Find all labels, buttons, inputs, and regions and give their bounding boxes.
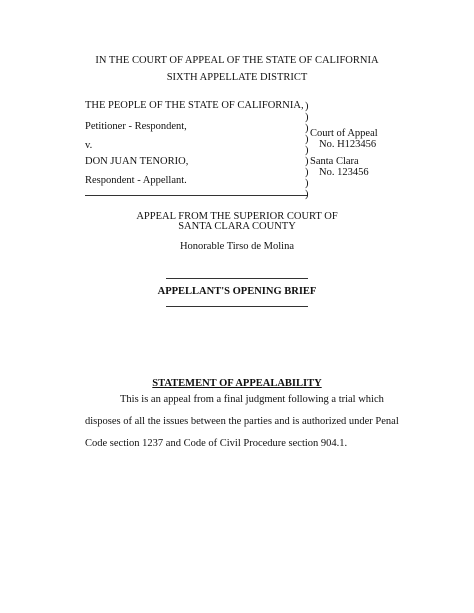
caption-bracket: ): [305, 189, 309, 200]
title-top-rule: [166, 278, 308, 279]
plaintiff-name: THE PEOPLE OF THE STATE OF CALIFORNIA,: [85, 100, 304, 111]
defendant-role: Respondent - Appellant.: [85, 175, 187, 186]
district-name: SIXTH APPELLATE DISTRICT: [166, 72, 308, 83]
caption-bracket: ): [305, 145, 309, 156]
statement-line: Code section 1237 and Code of Civil Procedure section 904.1.: [85, 438, 348, 449]
brief-title: APPELLANT'S OPENING BRIEF: [157, 286, 317, 297]
court-name: IN THE COURT OF APPEAL OF THE STATE OF CALIFORNIA: [95, 55, 379, 66]
title-bottom-rule: [166, 306, 308, 307]
caption-bracket: ): [305, 178, 309, 189]
versus-label: v.: [85, 140, 93, 151]
judge-name: Honorable Tirso de Molina: [179, 241, 295, 252]
caption-bottom-rule: [85, 195, 307, 196]
appeal-court-number: No. H123456: [319, 139, 377, 150]
caption-bracket: ): [305, 156, 309, 167]
statement-line: This is an appeal from a final judgment following a trial which: [120, 394, 384, 405]
trial-court-label: Santa Clara: [310, 156, 359, 167]
statement-heading: STATEMENT OF APPEALABILITY: [152, 378, 322, 389]
appeal-from-line2: SANTA CLARA COUNTY: [178, 221, 296, 232]
trial-court-number: No. 123456: [319, 167, 369, 178]
plaintiff-role: Petitioner - Respondent,: [85, 121, 187, 132]
caption-bracket: ): [305, 167, 309, 178]
caption-bracket: ): [305, 112, 309, 123]
caption-bracket: ): [305, 101, 309, 112]
appeal-from-line1: APPEAL FROM THE SUPERIOR COURT OF: [136, 211, 338, 222]
defendant-name: DON JUAN TENORIO,: [85, 156, 189, 167]
appeal-court-label: Court of Appeal: [310, 128, 378, 139]
caption-bracket: ): [305, 134, 309, 145]
statement-line: disposes of all the issues between the parties and is authorized under Penal: [85, 416, 399, 427]
caption-bracket: ): [305, 123, 309, 134]
